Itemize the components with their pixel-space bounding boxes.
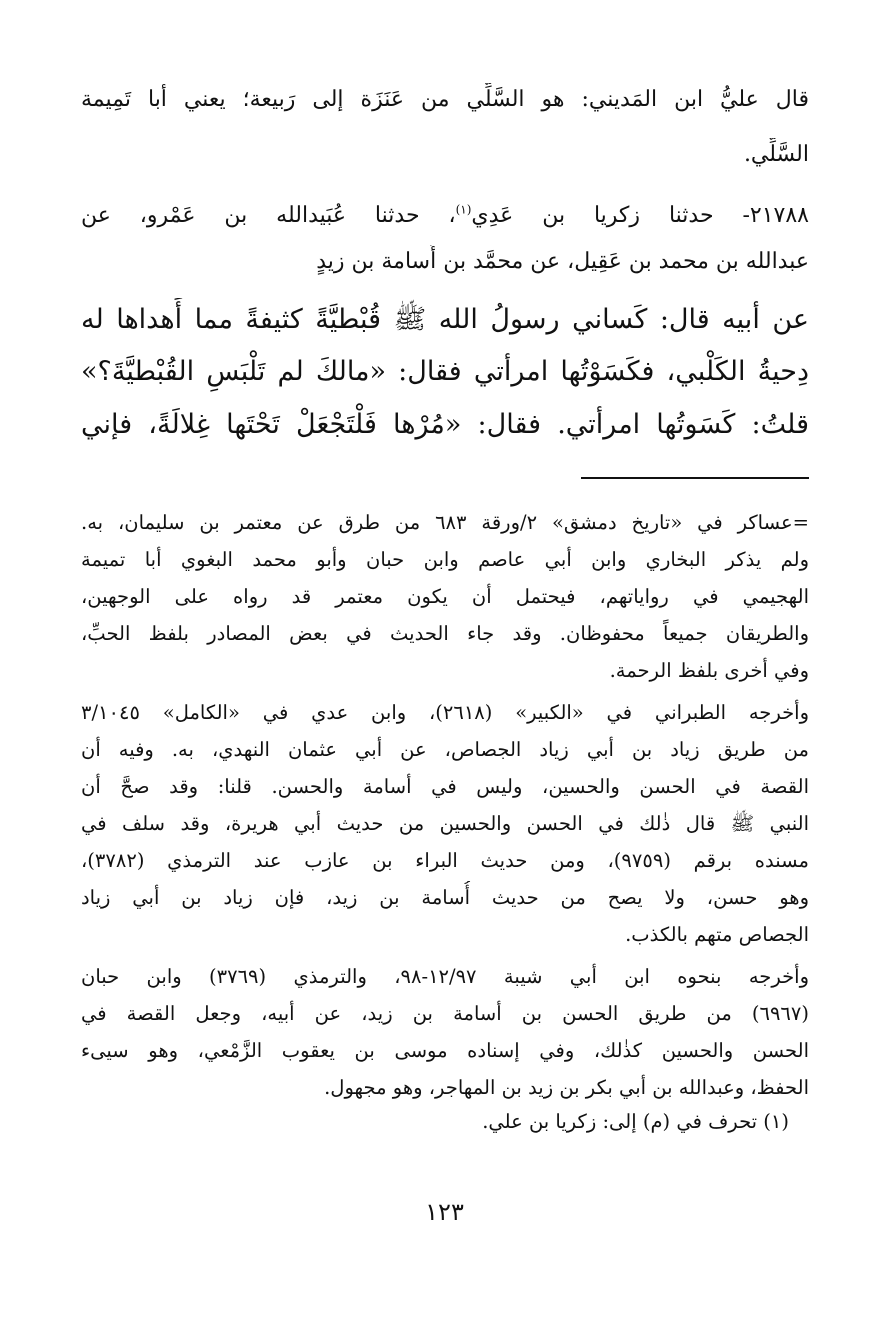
matn-line-3: قلتُ: كَسَوتُها امرأتي. فقال: «مُرْها فَلْتَجْعَلْ تَحْتَها غِلالَةً، فإني [81, 409, 809, 440]
isnad-line-1-rest: ، حدثنا عُبَيدالله بن عَمْرو، عن [81, 203, 456, 228]
footnote-line: القصة في الحسن والحسين، وليس في أسامة والحسن. قلنا: وقد صحَّ أن [81, 775, 809, 798]
footnote-line: والطريقان جميعاً محفوظان. وقد جاء الحديث في بعض المصادر بلفظ الحبِّ، [81, 622, 809, 645]
footnote-line: وأخرجه بنحوه ابن أبي شيبة ١٢/٩٧-٩٨، والترمذي (٣٧٦٩) وابن حبان [81, 965, 809, 988]
hadith-number: ٢١٧٨٨ [749, 203, 809, 228]
footnote-line: النبي ﷺ قال ذٰلك في الحسن والحسين من حديث أبي هريرة، وقد سلف في [81, 812, 809, 835]
footnote-line: وفي أخرى بلفظ الرحمة. [609, 659, 809, 682]
footnote-line: الحفظ، وعبدالله بن أبي بكر بن زيد بن المهاجر، وهو مجهول. [324, 1076, 809, 1099]
footnote-line: =عساكر في «تاريخ دمشق» ٢/ورقة ٦٨٣ من طرق عن معتمر بن سليمان، به. [81, 511, 809, 534]
intro-line-1: قال عليُّ ابن المَديني: هو السَّلِّي من عَنَزَة إلى رَبيعة؛ يعني أبا تَمِيمة [81, 87, 809, 112]
footnote-divider [581, 477, 809, 479]
footnote-line: الجصاص متهم بالكذب. [625, 923, 809, 946]
matn-line-1: عن أبيه قال: كَساني رسولُ الله ﷺ قُبْطيَّةً كثيفةً مما أَهداها له [81, 304, 809, 335]
footnote-marker: (١) [455, 202, 472, 217]
footnote-line: من طريق زياد بن أبي زياد الجصاص، عن أبي عثمان النهدي، به. وفيه أن [81, 738, 809, 761]
intro-line-2: السَّلِّي. [743, 142, 809, 167]
footnote-line: (١) تحرف في (م) إلى: زكريا بن علي. [482, 1110, 789, 1133]
isnad-line-2: عبدالله بن محمد بن عَقِيل، عن محمَّد بن أُسامة بن زيدٍ [316, 249, 809, 274]
isnad-line-1-start: - حدثنا زكريا بن عَدِي [471, 203, 750, 228]
footnote-line: الحسن والحسين كذٰلك، وفي إسناده موسى بن يعقوب الزَّمْعي، وهو سيىء [81, 1039, 809, 1062]
footnote-line: (٦٩٦٧) من طريق الحسن بن أسامة بن زيد، عن أبيه، وجعل القصة في [81, 1002, 809, 1025]
footnote-line: مسنده برقم (٩٧٥٩)، ومن حديث البراء بن عازب عند الترمذي (٣٧٨٢)، [81, 849, 809, 872]
footnote-line: وهو حسن، ولا يصح من حديث أُسامة بن زيد، فإن زياد بن أبي زياد [81, 886, 809, 909]
footnote-line: وأخرجه الطبراني في «الكبير» (٢٦١٨)، وابن عدي في «الكامل» ٣/١٠٤٥ [81, 701, 809, 724]
footnote-line: ولم يذكر البخاري وابن أبي عاصم وابن حبان وأبو محمد البغوي أبا تميمة [81, 548, 809, 571]
matn-line-2: دِحيةُ الكَلْبي، فكَسَوْتُها امرأتي فقال: «مالكَ لم تَلْبَسِ القُبْطيَّةَ؟» [81, 356, 809, 387]
page-number: ١٢٣ [425, 1198, 464, 1226]
isnad-line-1 [81, 199, 809, 233]
footnote-line: الهجيمي في رواياتهم، فيحتمل أن يكون معتمر قد رواه على الوجهين، [81, 585, 809, 608]
